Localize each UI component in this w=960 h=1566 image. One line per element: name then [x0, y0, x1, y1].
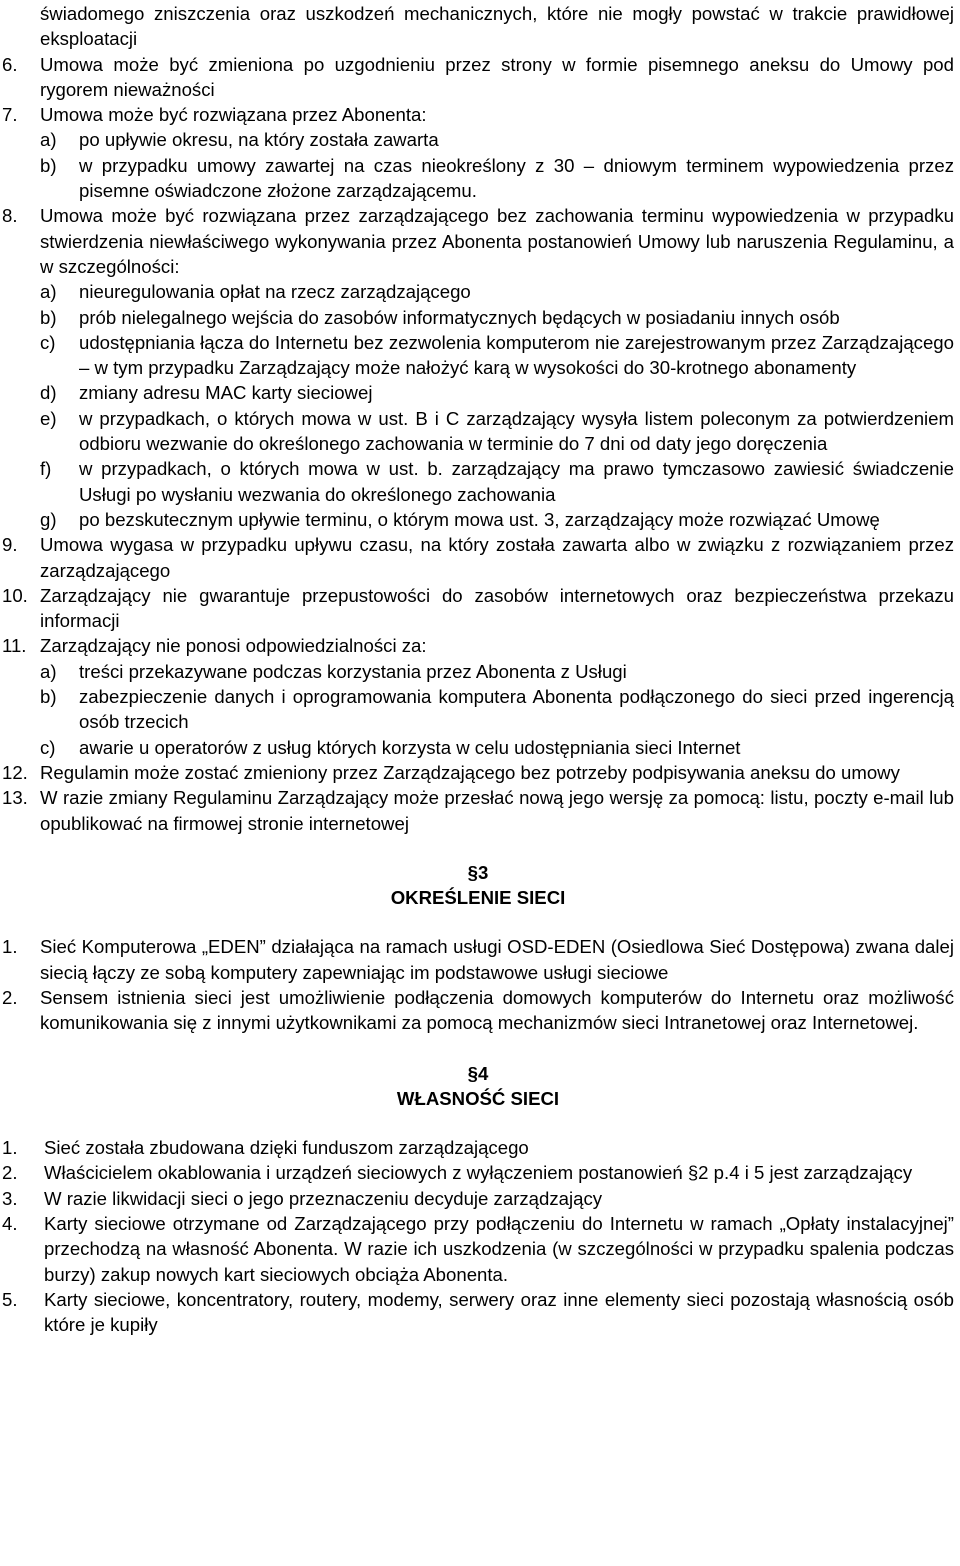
- sub-item-letter: f): [40, 458, 52, 480]
- item-number: 12.: [2, 761, 28, 783]
- sub-item-text: prób nielegalnego wejścia do zasobów informatycznych będących w posiadaniu innych osób: [79, 306, 840, 328]
- list-item: [2, 1287, 954, 1338]
- sub-item: [40, 153, 954, 204]
- list-item: [2, 785, 954, 836]
- sub-item-text: po bezskutecznym upływie terminu, o którym mowa ust. 3, zarządzający może rozwiązać Umowę: [79, 508, 880, 530]
- sub-item-letter: c): [40, 736, 56, 758]
- item-text: Umowa wygasa w przypadku upływu czasu, na który została zawarta albo w związku z rozwiązaniem przez zarządzającego: [40, 534, 954, 581]
- list-item: [2, 633, 954, 759]
- item-text: Umowa może być rozwiązana przez zarządzającego bez zachowania terminu wypowiedzenia w przypadku stwierdzenia niewłaściwego wykonywania przez Abonenta postanowień Umowy lub naruszenia Regulaminu, a w szczególności:: [40, 205, 954, 277]
- item-text: Zarządzający nie gwarantuje przepustowości do zasobów internetowych oraz bezpieczeństwa przekazu informacji: [40, 584, 954, 632]
- section-heading: [2, 1061, 954, 1112]
- sub-item-text: nieuregulowania opłat na rzecz zarządzającego: [79, 281, 471, 303]
- sub-item-text: w przypadkach, o których mowa w ust. b. zarządzający ma prawo tymczasowo zawiesić świadczenie Usługi po wysłaniu wezwania do określonego zachowania: [79, 458, 954, 505]
- sub-item: [40, 330, 954, 381]
- sub-item-text: po upływie okresu, na który została zawarta: [79, 129, 439, 151]
- section-title: OKREŚLENIE SIECI: [390, 887, 566, 909]
- list-item: [2, 934, 954, 985]
- sub-item-text: zabezpieczenie danych i oprogramowania komputera Abonenta podłączonego do sieci przed ingerencją osób trzecich: [79, 686, 954, 733]
- section-symbol: §: [467, 1062, 478, 1084]
- sub-item-text: w przypadku umowy zawartej na czas nieokreślony z 30 – dniowym terminem wypowiedzenia przez pisemne oświadczone złożone zarządzającemu.: [79, 154, 954, 202]
- sub-item-letter: b): [40, 154, 57, 176]
- sub-item: [40, 684, 954, 735]
- item-number: 7.: [2, 104, 18, 126]
- item-number: 11.: [2, 635, 27, 657]
- item-text: Właścicielem okablowania i urządzeń sieciowych z wyłączeniem postanowień §2 p.4 i 5 jest zarządzający: [44, 1162, 913, 1184]
- section-heading: [2, 860, 954, 911]
- item-text: Regulamin może zostać zmieniony przez Zarządzającego bez potrzeby podpisywania aneksu do umowy: [40, 761, 900, 783]
- sub-item: [40, 659, 954, 684]
- section-number: §3: [467, 861, 489, 883]
- list-item: [2, 1186, 954, 1211]
- item-number: 1.: [2, 1137, 18, 1159]
- list-item: [2, 985, 954, 1036]
- list-item: [2, 52, 954, 103]
- sub-item-letter: e): [40, 407, 57, 429]
- sub-item: [40, 735, 954, 760]
- list-item: [2, 760, 954, 785]
- item-text: Sensem istnienia sieci jest umożliwienie podłączenia domowych komputerów do Internetu oraz możliwość komunikowania się z innymi użytkownikami za pomocą mechanizmów sieci Intranetowej oraz Internetowej.: [40, 986, 954, 1034]
- item-number: 4.: [2, 1213, 18, 1235]
- item-text: Umowa może być rozwiązana przez Abonenta:: [40, 104, 427, 126]
- sub-item-letter: b): [40, 686, 57, 708]
- list-item: [2, 1135, 954, 1160]
- sub-item-letter: a): [40, 660, 57, 682]
- item-number: 1.: [2, 936, 18, 958]
- item-text: Karty sieciowe otrzymane od Zarządzającego przy podłączeniu do Internetu w ramach „Opłaty instalacyjnej” przechodzą na własność Abonenta. W razie ich uszkodzenia (w szczególności w przypadku spalenia podczas burzy) zakup nowych kart sieciowych obciąża Abonenta.: [44, 1213, 954, 1285]
- sub-item: [40, 380, 954, 405]
- list-item: [2, 583, 954, 634]
- sub-item-text: awarie u operatorów z usług których korzysta w celu udostępniania sieci Internet: [79, 736, 741, 758]
- sub-item: [40, 507, 954, 532]
- section-title: WŁASNOŚĆ SIECI: [396, 1087, 560, 1109]
- sub-item-text: zmiany adresu MAC karty sieciowej: [79, 382, 373, 404]
- sub-item-letter: d): [40, 382, 57, 404]
- item-number: 5.: [2, 1288, 18, 1310]
- list-item: [2, 203, 954, 532]
- item-number: 8.: [2, 205, 18, 227]
- list-item: [2, 102, 954, 203]
- sub-item-text: treści przekazywane podczas korzystania przez Abonenta z Usługi: [79, 660, 627, 682]
- sub-item-letter: b): [40, 306, 57, 328]
- sub-item-letter: a): [40, 281, 57, 303]
- list-item: [2, 1160, 954, 1185]
- item-text: Karty sieciowe, koncentratory, routery, modemy, serwery oraz inne elementy sieci pozostają własnością osób które je kupiły: [44, 1288, 954, 1336]
- sub-item-text: udostępniania łącza do Internetu bez zezwolenia komputerom nie zarejestrowanym przez Zarządzającego – w tym przypadku Zarządzający może nałożyć karą w wysokości do 30-krotnego abonamenty: [79, 331, 954, 379]
- item-text: Sieć Komputerowa „EDEN” działająca na ramach usługi OSD-EDEN (Osiedlowa Sieć Dostępowa) zwana dalej siecią łączy ze sobą komputery zapewniając im podstawowe usługi sieciowe: [40, 936, 954, 983]
- sub-item: [40, 127, 954, 152]
- section-number: §4: [467, 1062, 489, 1084]
- item-text: Sieć została zbudowana dzięki funduszom zarządzającego: [44, 1137, 529, 1159]
- item-number: 9.: [2, 534, 18, 556]
- item-number: 6.: [2, 53, 18, 75]
- sub-item: [40, 406, 954, 457]
- item-number: 2.: [2, 1162, 18, 1184]
- sub-item: [40, 279, 954, 304]
- section-symbol: §: [467, 861, 478, 883]
- item-number: 3.: [2, 1187, 18, 1209]
- sub-item-text: w przypadkach, o których mowa w ust. B i C zarządzający wysyła listem poleconym za potwierdzeniem odbioru wezwanie do określonego zachowania w terminie do 7 dni od daty jego doręczenia: [79, 407, 954, 455]
- list-item: [2, 532, 954, 583]
- item-text: Umowa może być zmieniona po uzgodnieniu przez strony w formie pisemnego aneksu do Umowy pod rygorem nieważności: [40, 53, 954, 100]
- item-text: Zarządzający nie ponosi odpowiedzialności za:: [40, 635, 427, 657]
- sub-item-letter: a): [40, 129, 57, 151]
- sub-item: [40, 456, 954, 507]
- sub-item-letter: g): [40, 508, 57, 530]
- lead-paragraph: świadomego zniszczenia oraz uszkodzeń mechanicznych, które nie mogły powstać w trakcie prawidłowej eksploatacji: [40, 3, 954, 50]
- sub-item-letter: c): [40, 331, 56, 353]
- item-number: 2.: [2, 986, 18, 1008]
- list-item: [2, 1211, 954, 1287]
- item-text: W razie zmiany Regulaminu Zarządzający może przesłać nową jego wersję za pomocą: listu, poczty e-mail lub opublikować na firmowej stronie internetowej: [40, 787, 954, 834]
- item-text: W razie likwidacji sieci o jego przeznaczeniu decyduje zarządzający: [44, 1187, 603, 1209]
- sub-item: [40, 305, 954, 330]
- item-number: 13.: [2, 787, 28, 809]
- item-number: 10.: [2, 584, 28, 606]
